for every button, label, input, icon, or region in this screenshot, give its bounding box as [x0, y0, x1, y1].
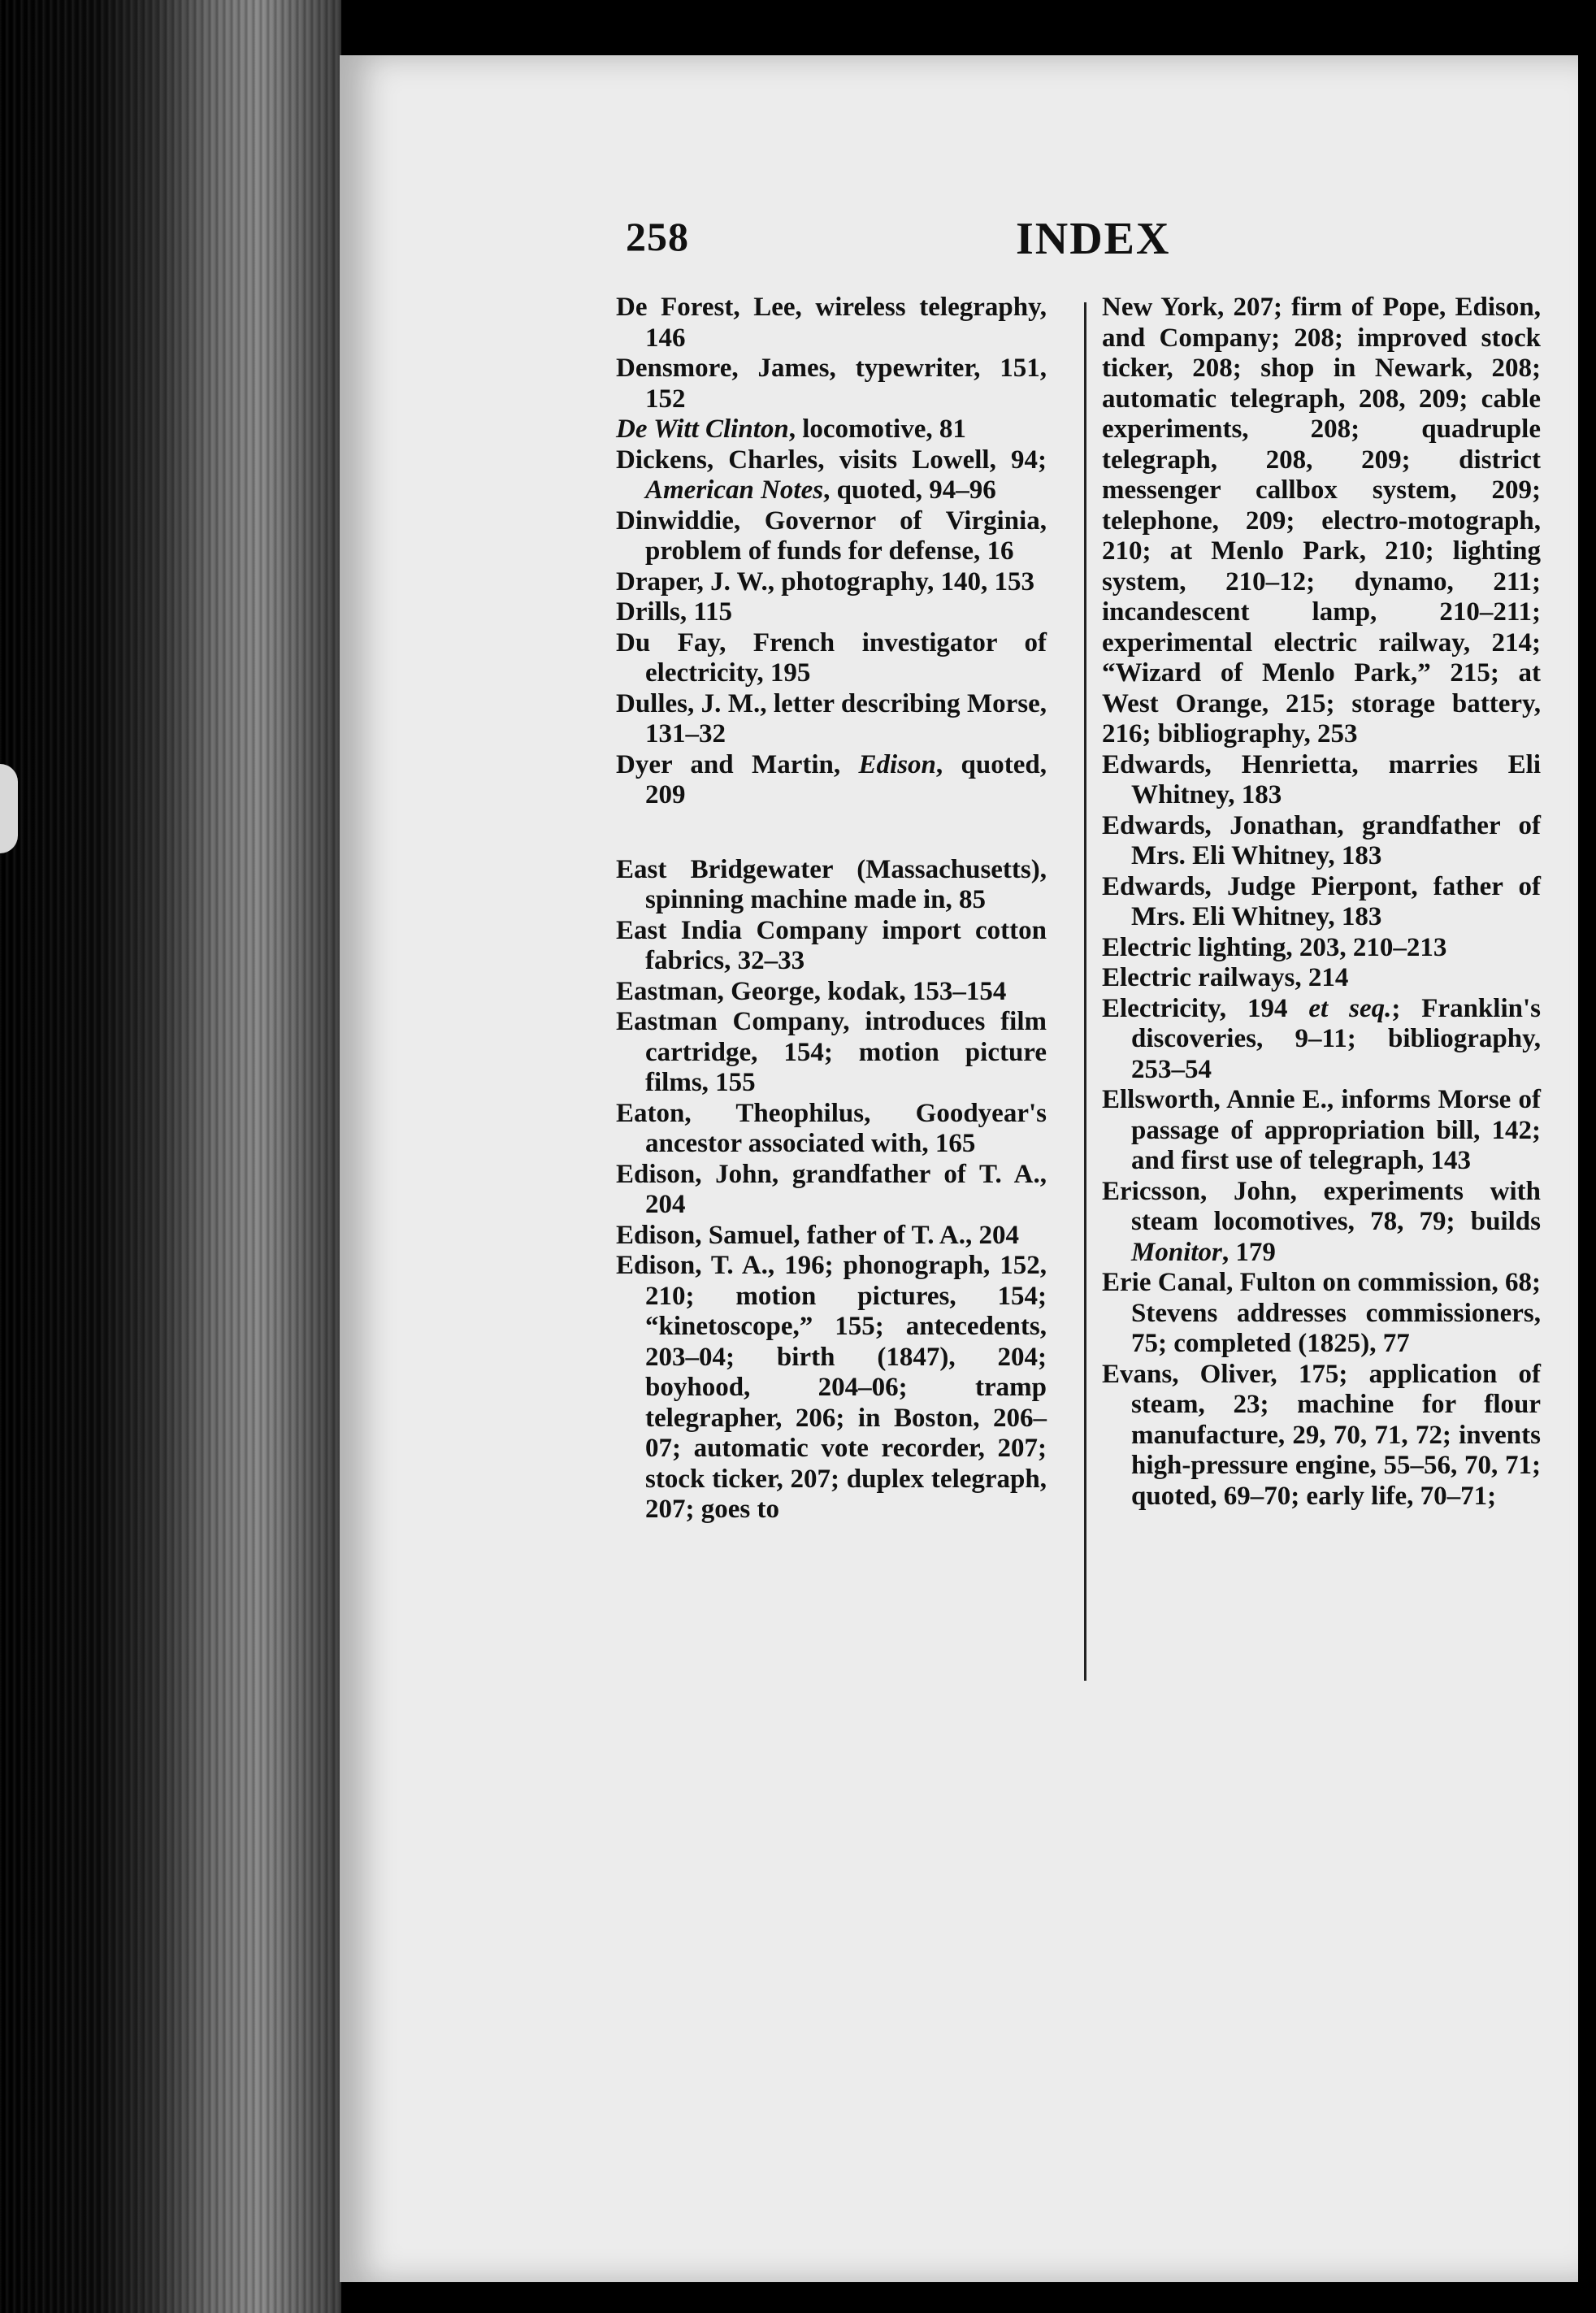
index-group-d	[616, 293, 1047, 811]
index-entry-italic-text: et seq.	[1308, 993, 1392, 1023]
index-entry-text: Dinwiddie, Governor of Virginia, problem of funds for defense, 16	[616, 506, 1047, 566]
index-entry	[616, 1007, 1047, 1099]
index-group-e	[616, 855, 1047, 1525]
index-entry-text: East India Company import cotton fabrics, 32–33	[616, 915, 1047, 975]
index-entry	[616, 750, 1047, 811]
index-entry	[616, 855, 1047, 916]
index-entry-text: Du Fay, French investigator of electricity, 195	[616, 627, 1047, 688]
index-entry	[616, 1221, 1047, 1252]
index-entry-text: Edison, T. A., 196; phonograph, 152, 210; motion pictures, 154; “kinetoscope,” 155; antecedents, 203–04; birth (1847), 204; boyhood, 204–06; tramp telegrapher, 206; in Boston, 206–07; automatic vote recorder, 207; stock ticker, 207; duplex telegraph, 207; goes to	[616, 1251, 1047, 1524]
index-entry	[1102, 933, 1541, 964]
index-entry-text: Eastman, George, kodak, 153–154	[616, 976, 1007, 1006]
index-entry	[1102, 963, 1541, 994]
index-entry	[1102, 293, 1541, 750]
index-entry-text: New York, 207; firm of Pope, Edison, and Company; 208; improved stock ticker, 208; shop in Newark, 208; automatic telegraph, 208, 209; cable experiments, 208; quadruple telegraph, 208, 209; district messenger callbox system, 209; telephone, 209; electro-motograph, 210; at Menlo Park, 210; lighting system, 210–12; dynamo, 211; incandescent lamp, 210–211; experimental electric railway, 214; “Wizard of Menlo Park,” 215; at West Orange, 215; storage battery, 216; bibliography, 253	[1102, 293, 1541, 749]
index-column-right	[1102, 293, 1541, 1512]
index-entry	[1102, 1177, 1541, 1269]
index-entry	[616, 689, 1047, 750]
index-entry	[616, 414, 1047, 445]
index-entry-text: Dickens, Charles, visits Lowell, 94;	[616, 445, 1047, 475]
index-entry	[1102, 994, 1541, 1086]
index-entry-text: Electric lighting, 203, 210–213	[1102, 932, 1447, 962]
index-entry	[616, 506, 1047, 567]
index-entry-text: Dyer and Martin,	[616, 749, 859, 779]
index-entry-text: , locomotive, 81	[788, 414, 966, 444]
index-entry-text: Edwards, Jonathan, grandfather of Mrs. Eli Whitney, 183	[1102, 810, 1541, 870]
index-entry-text: Eaton, Theophilus, Goodyear's ancestor associated with, 165	[616, 1098, 1047, 1158]
running-head: INDEX	[1016, 214, 1171, 264]
index-entry-italic-text: Edison	[858, 749, 936, 779]
index-entry-text: Edison, John, grandfather of T. A., 204	[616, 1159, 1047, 1219]
index-entry	[616, 293, 1047, 354]
index-entry-text: Electricity, 194	[1102, 993, 1309, 1023]
index-entry	[1102, 872, 1541, 933]
index-entry	[1102, 811, 1541, 872]
index-entry-text: Erie Canal, Fulton on commission, 68; Stevens addresses commissioners, 75; completed (1825), 77	[1102, 1268, 1541, 1358]
index-entry	[616, 1160, 1047, 1221]
index-continuation	[1102, 293, 1541, 750]
index-entry-text: Edwards, Judge Pierpont, father of Mrs. Eli Whitney, 183	[1102, 871, 1541, 931]
index-entry-italic-text: American Notes	[645, 475, 824, 505]
index-entry	[616, 354, 1047, 414]
index-entry-text: ; Franklin's discoveries, 9–11; bibliography, 253–54	[1131, 993, 1541, 1084]
column-divider	[1084, 302, 1086, 1681]
index-entry	[1102, 750, 1541, 811]
index-entry-italic-text: Monitor	[1131, 1237, 1222, 1267]
index-entry-text: Ericsson, John, experiments with steam locomotives, 78, 79; builds	[1102, 1176, 1541, 1236]
index-entry-text: Electric railways, 214	[1102, 963, 1349, 992]
index-entry-text: Drills, 115	[616, 597, 733, 627]
index-entry-text: Densmore, James, typewriter, 151, 152	[616, 354, 1047, 414]
index-entry	[616, 1251, 1047, 1525]
index-entry	[616, 1099, 1047, 1160]
index-column-left	[616, 293, 1047, 1525]
scan-clip-mark	[0, 764, 18, 853]
index-entry-text: Dulles, J. M., letter describing Morse, 131–32	[616, 688, 1047, 749]
index-entry	[616, 567, 1047, 598]
index-entry-text: East Bridgewater (Massachusetts), spinning machine made in, 85	[616, 854, 1047, 914]
index-entry-text: Edison, Samuel, father of T. A., 204	[616, 1220, 1019, 1250]
index-group-e-cont	[1102, 750, 1541, 1512]
index-entry-text: Ellsworth, Annie E., informs Morse of passage of appropriation bill, 142; and first use of telegraph, 143	[1102, 1085, 1541, 1175]
index-entry	[616, 597, 1047, 628]
index-entry-text: Draper, J. W., photography, 140, 153	[616, 566, 1034, 597]
index-entry-text: , quoted, 94–96	[823, 475, 996, 505]
index-entry	[1102, 1360, 1541, 1512]
index-entry-text: Edwards, Henrietta, marries Eli Whitney, 183	[1102, 749, 1541, 809]
index-entry-italic-text: De Witt Clinton	[616, 414, 789, 444]
index-entry	[616, 977, 1047, 1008]
index-entry	[1102, 1268, 1541, 1360]
index-entry-text: Evans, Oliver, 175; application of steam, 23; machine for flour manufacture, 29, 70, 71, 72; invents high-pressure engine, 55–56, 70, 71; quoted, 69–70; early life, 70–71;	[1102, 1359, 1541, 1511]
index-entry-text: , 179	[1221, 1237, 1276, 1267]
book-spine-edge	[0, 0, 341, 2313]
index-entry	[616, 916, 1047, 977]
index-entry	[616, 445, 1047, 506]
index-entry-text: De Forest, Lee, wireless telegraphy, 146	[616, 293, 1047, 353]
index-entry	[1102, 1085, 1541, 1177]
index-entry-text: Eastman Company, introduces film cartridge, 154; motion picture films, 155	[616, 1007, 1047, 1097]
index-entry-text: , quoted, 209	[645, 749, 1047, 809]
group-gap	[616, 811, 1047, 855]
page-number: 258	[626, 214, 689, 259]
index-entry	[616, 628, 1047, 689]
